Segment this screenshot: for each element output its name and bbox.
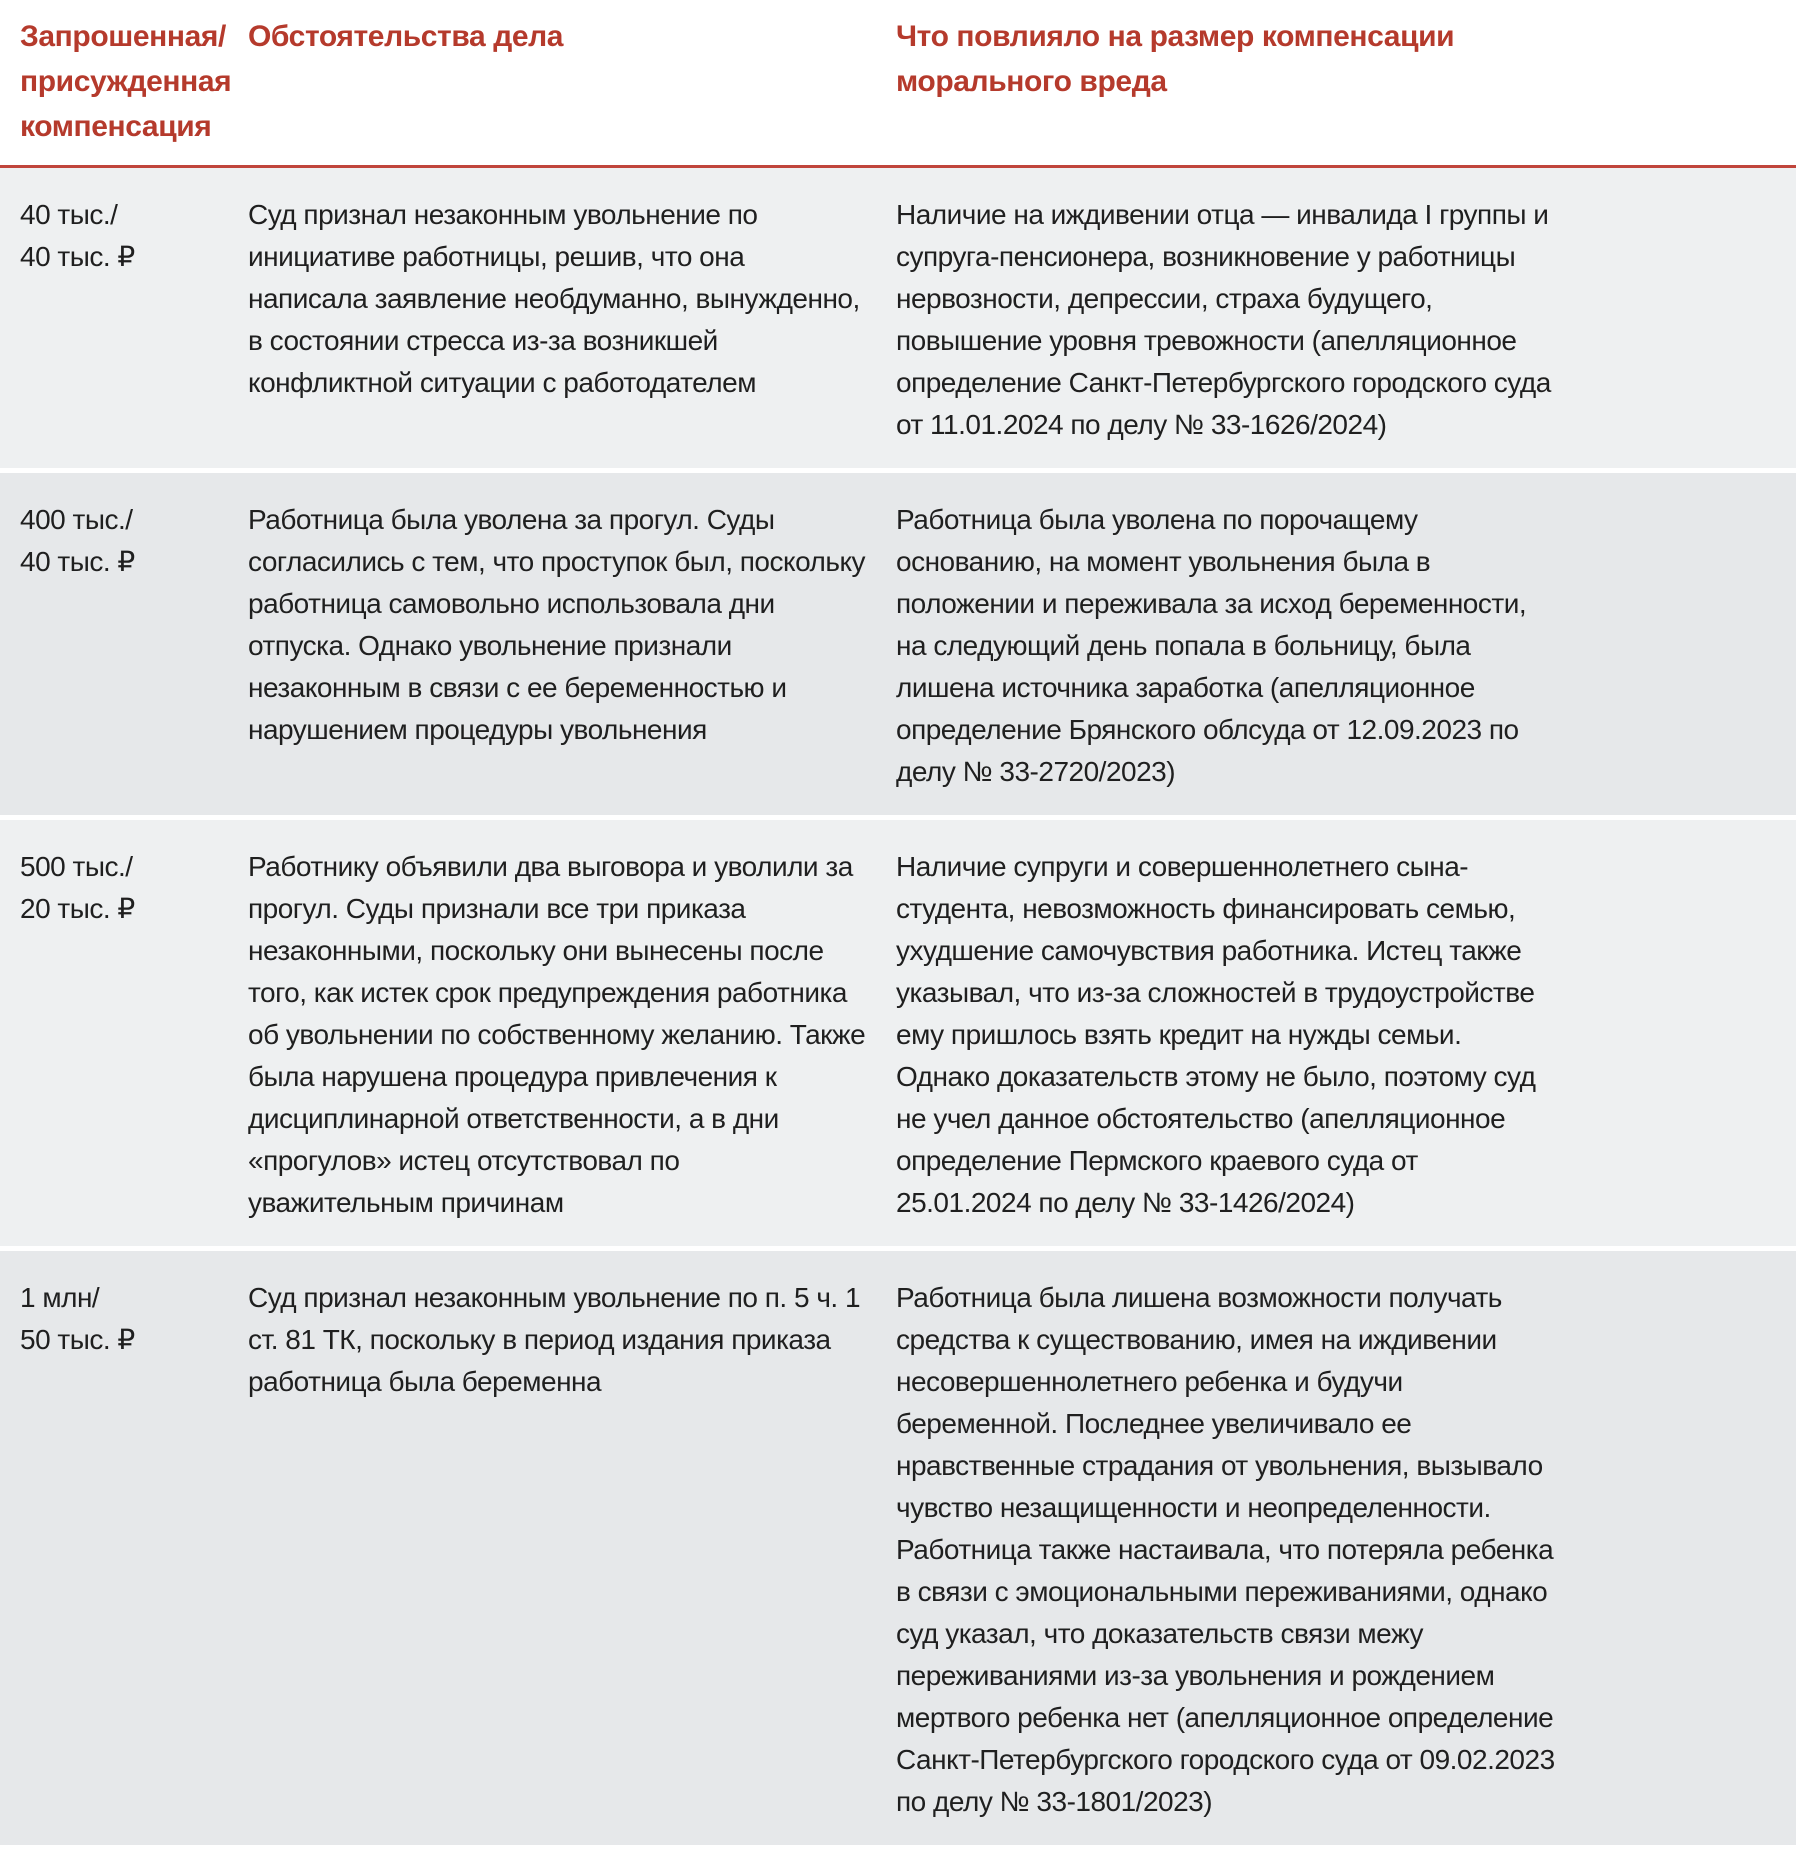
circumstances-cell: Работнику объявили два выговора и уволили за прогул. Суды признали все три приказа незаконными, поскольку они вынесены после того, как истек срок предупреждения работника об увольнении по собственному желанию. Также была нарушена процедура привлечения к дисциплинарной ответственности, а в дни «прогулов» истец отсутствовал по уважительным причинам: [248, 851, 866, 1218]
requested-amount: 400 тыс./: [20, 504, 133, 535]
table-row: [0, 1251, 1796, 1845]
requested-amount: 500 тыс./: [20, 851, 133, 882]
header-circumstances: Обстоятельства дела: [248, 20, 564, 53]
compensation-cell: [20, 1277, 248, 1823]
factors-cell: Работница была лишена возможности получать средства к существованию, имея на иждивении несовершеннолетнего ребенка и будучи беременной. Последнее увеличивало ее нравственные страдания от увольнения, вызывало чувство незащищенности и неопределенности. Работница также настаивала, что потеряла ребенка в связи с эмоциональными переживаниями, однако суд указал, что доказательств связи межу переживаниями из-за увольнения и рождением мертвого ребенка нет (апелляционное определение Санкт-Петербургского городского суда от 09.02.2023 по делу № 33-1801/2023): [896, 1282, 1555, 1817]
compensation-cell: [20, 846, 248, 1224]
requested-amount: 1 млн/: [20, 1282, 100, 1313]
table-header-row: [0, 0, 1796, 168]
factors-cell: Наличие супруги и совершеннолетнего сына-студента, невозможность финансировать семью, ухудшение самочувствия работника. Истец также указывал, что из-за сложностей в трудоустройстве ему пришлось взять кредит на нужды семьи. Однако доказательств этому не было, поэтому суд не учел данное обстоятельство (апелляционное определение Пермского краевого суда от 25.01.2024 по делу № 33-1426/2024): [896, 851, 1536, 1218]
table-row: [0, 473, 1796, 815]
awarded-amount: 40 тыс. ₽: [20, 241, 135, 272]
requested-amount: 40 тыс./: [20, 199, 118, 230]
header-factors: Что повлияло на размер компенсации морального вреда: [896, 20, 1455, 98]
awarded-amount: 40 тыс. ₽: [20, 546, 135, 577]
circumstances-cell: Работница была уволена за прогул. Суды согласились с тем, что проступок был, поскольку работница самовольно использовала дни отпуска. Однако увольнение признали незаконным в связи с ее беременностью и нарушением процедуры увольнения: [248, 504, 866, 745]
circumstances-cell: Суд признал незаконным увольнение по инициативе работницы, решив, что она написала заявление необдуманно, вынужденно, в состоянии стресса из-за возникшей конфликтной ситуации с работодателем: [248, 199, 860, 398]
table-row: [0, 820, 1796, 1246]
compensation-cell: [20, 499, 248, 793]
header-compensation: Запрошенная/ присужденная компенсация: [20, 20, 232, 143]
compensation-cell: [20, 194, 248, 446]
awarded-amount: 50 тыс. ₽: [20, 1324, 135, 1355]
awarded-amount: 20 тыс. ₽: [20, 893, 135, 924]
circumstances-cell: Суд признал незаконным увольнение по п. 5 ч. 1 ст. 81 ТК, поскольку в период издания приказа работница была беременна: [248, 1282, 861, 1397]
table-row: [0, 168, 1796, 468]
factors-cell: Наличие на иждивении отца — инвалида I группы и супруга-пенсионера, возникновение у работницы нервозности, депрессии, страха будущего, повышение уровня тревожности (апелляционное определение Санкт-Петербургского городского суда от 11.01.2024 по делу № 33-1626/2024): [896, 199, 1551, 440]
factors-cell: Работница была уволена по порочащему основанию, на момент увольнения была в положении и переживала за исход беременности, на следующий день попала в больницу, была лишена источника заработка (апелляционное определение Брянского облсуда от 12.09.2023 по делу № 33-2720/2023): [896, 504, 1527, 787]
